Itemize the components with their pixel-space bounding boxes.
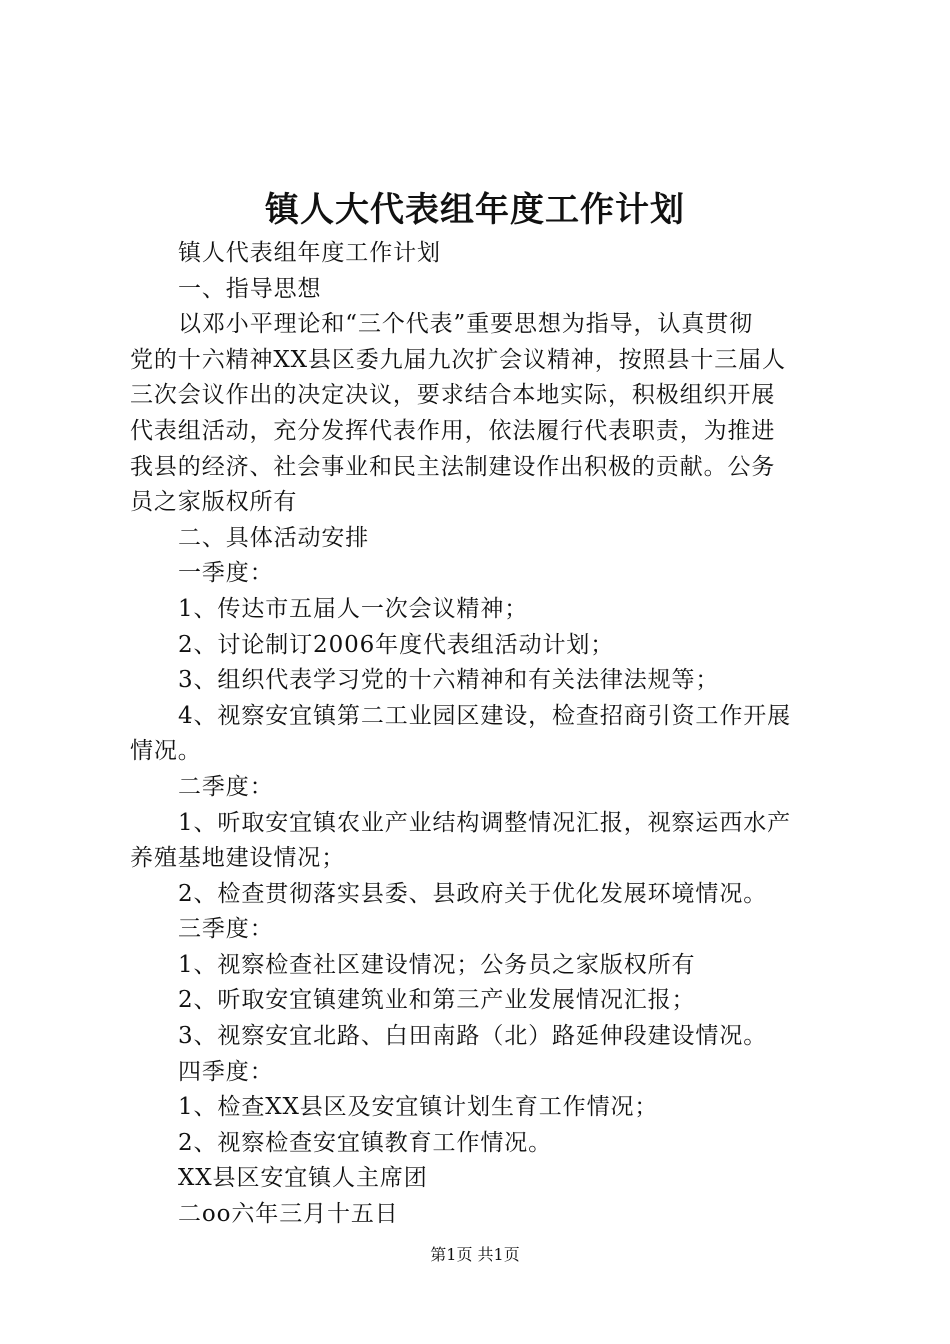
subtitle-line: 镇人代表组年度工作计划 xyxy=(178,240,441,266)
list-item: 1、传达市五届人一次会议精神； xyxy=(178,595,529,622)
paragraph-line: 我县的经济、社会事业和民主法制建设作出积极的贡献。公务 xyxy=(130,453,776,480)
page-footer: 第1页 共1页 xyxy=(430,1245,520,1264)
list-item: 3、组织代表学习党的十六精神和有关法律法规等； xyxy=(178,667,720,694)
list-item: 2、视察检查安宜镇教育工作情况。 xyxy=(178,1129,553,1156)
quarter-heading: 二季度： xyxy=(178,773,274,800)
list-item: 2、检查贯彻落实县委、县政府关于优化发展环境情况。 xyxy=(178,880,768,907)
list-item: 1、检查XX县区及安宜镇计划生育工作情况； xyxy=(178,1094,659,1121)
list-item: 1、视察检查社区建设情况；公务员之家版权所有 xyxy=(178,951,696,978)
list-item-continuation: 养殖基地建设情况； xyxy=(130,845,346,872)
signature-date: 二oo六年三月十五日 xyxy=(178,1201,399,1228)
paragraph-line: 党的十六精神XX县区委九届九次扩会议精神，按照县十三届人 xyxy=(130,346,786,373)
list-item-continuation: 情况。 xyxy=(130,738,202,765)
section-heading: 一、指导思想 xyxy=(178,275,322,302)
document-title: 镇人大代表组年度工作计划 xyxy=(265,190,685,230)
list-item: 3、视察安宜北路、白田南路（北）路延伸段建设情况。 xyxy=(178,1023,768,1050)
paragraph-line: 代表组活动，充分发挥代表作用，依法履行代表职责，为推进 xyxy=(130,417,776,444)
paragraph-line: 三次会议作出的决定决议，要求结合本地实际，积极组织开展 xyxy=(130,382,776,409)
document-body xyxy=(130,236,830,1233)
list-item: 4、视察安宜镇第二工业园区建设，检查招商引资工作开展 xyxy=(178,702,792,729)
quarter-heading: 一季度： xyxy=(178,560,274,587)
list-item: 1、听取安宜镇农业产业结构调整情况汇报，视察运西水产 xyxy=(178,809,792,836)
section-heading: 二、具体活动安排 xyxy=(178,524,370,551)
paragraph-line: 以邓小平理论和“三个代表”重要思想为指导，认真贯彻 xyxy=(178,311,754,338)
list-item: 2、讨论制订2006年度代表组活动计划； xyxy=(178,631,615,658)
quarter-heading: 三季度： xyxy=(178,916,274,943)
paragraph-line: 员之家版权所有 xyxy=(130,489,298,516)
quarter-heading: 四季度： xyxy=(178,1058,274,1085)
signature-organization: XX县区安宜镇人主席团 xyxy=(178,1165,428,1192)
list-item: 2、听取安宜镇建筑业和第三产业发展情况汇报； xyxy=(178,987,696,1014)
